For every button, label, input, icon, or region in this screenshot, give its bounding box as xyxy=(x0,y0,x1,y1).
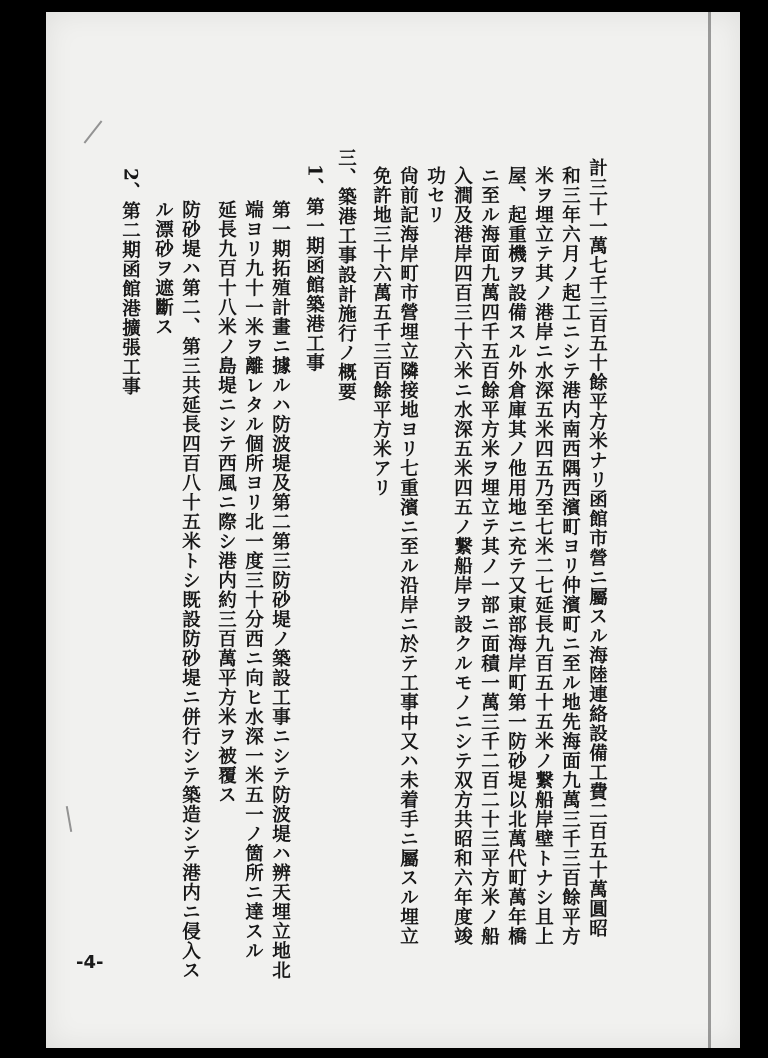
text-column-6: 入澗及港岸四百三十六米ニ水深五米四五ノ繋船岸ヲ設クルモノニシテ双方共昭和六年度竣 xyxy=(451,166,473,946)
text-column-13: 端ヨリ九十一米ヲ離レタル個所ヨリ北一度三十分西ニ向ヒ水深一米五一ノ箇所ニ達スル xyxy=(242,200,264,961)
page-number: -4- xyxy=(76,952,104,973)
page-edge xyxy=(708,12,711,1048)
text-column-4: 屋、起重機ヲ設備スル外倉庫其ノ他用地ニ充テ又東部海岸町第一防砂堤以北萬代町萬年橋 xyxy=(505,166,527,946)
text-column-15: 防砂堤ハ第二、第三共延長四百八十五米トシ既設防砂堤ニ併行シテ築造シテ港内ニ侵入ス xyxy=(179,200,201,980)
text-column-2: 和三年六月ノ起工ニシテ港内南西隅西濱町ヨリ仲濱町ニ至ル地先海面九萬三千三百餘平方 xyxy=(559,166,581,946)
subsection-heading-2: 2、第二期函館港擴張工事 xyxy=(119,168,141,397)
text-column-8: 尙前記海岸町市營埋立隣接地ヨリ七重濱ニ至ル沿岸ニ於テ工事中又ハ未着手ニ屬スル埋立 xyxy=(397,166,419,946)
text-column-5: ニ至ル海面九萬四千五百餘平方米ヲ埋立テ其ノ一部ニ面積一萬三千二百二十三平方米ノ船 xyxy=(478,166,500,946)
text-column-1: 計三十一萬七千三百五十餘平方米ナリ函館市營ニ屬スル海陸連絡設備工費二百五十萬圓昭 xyxy=(586,158,608,938)
text-column-16: ル漂砂ヲ遮斷ス xyxy=(152,200,174,337)
text-column-7: 功セリ xyxy=(424,166,446,225)
text-column-3: 米ヲ埋立テ其ノ港岸ニ水深五米四五乃至七米二七延長九百五十五米ノ繋船岸壁トナシ且上 xyxy=(532,166,554,946)
text-column-9: 免許地三十六萬五千三百餘平方米アリ xyxy=(370,166,392,498)
text-column-12: 第一期拓殖計畫ニ據ルハ防波堤及第二第三防砂堤ノ築設工事ニシテ防波堤ハ辨天埋立地北 xyxy=(269,200,291,980)
document-page xyxy=(46,12,740,1048)
subsection-heading-1: 1、第一期函館築港工事 xyxy=(303,164,325,373)
text-column-14: 延長九百十八米ノ島堤ニシテ西風ニ際シ港内約三百萬平方米ヲ被覆ス xyxy=(215,200,237,805)
section-heading-3: 三、築港工事設計施行ノ概要 xyxy=(335,148,357,402)
